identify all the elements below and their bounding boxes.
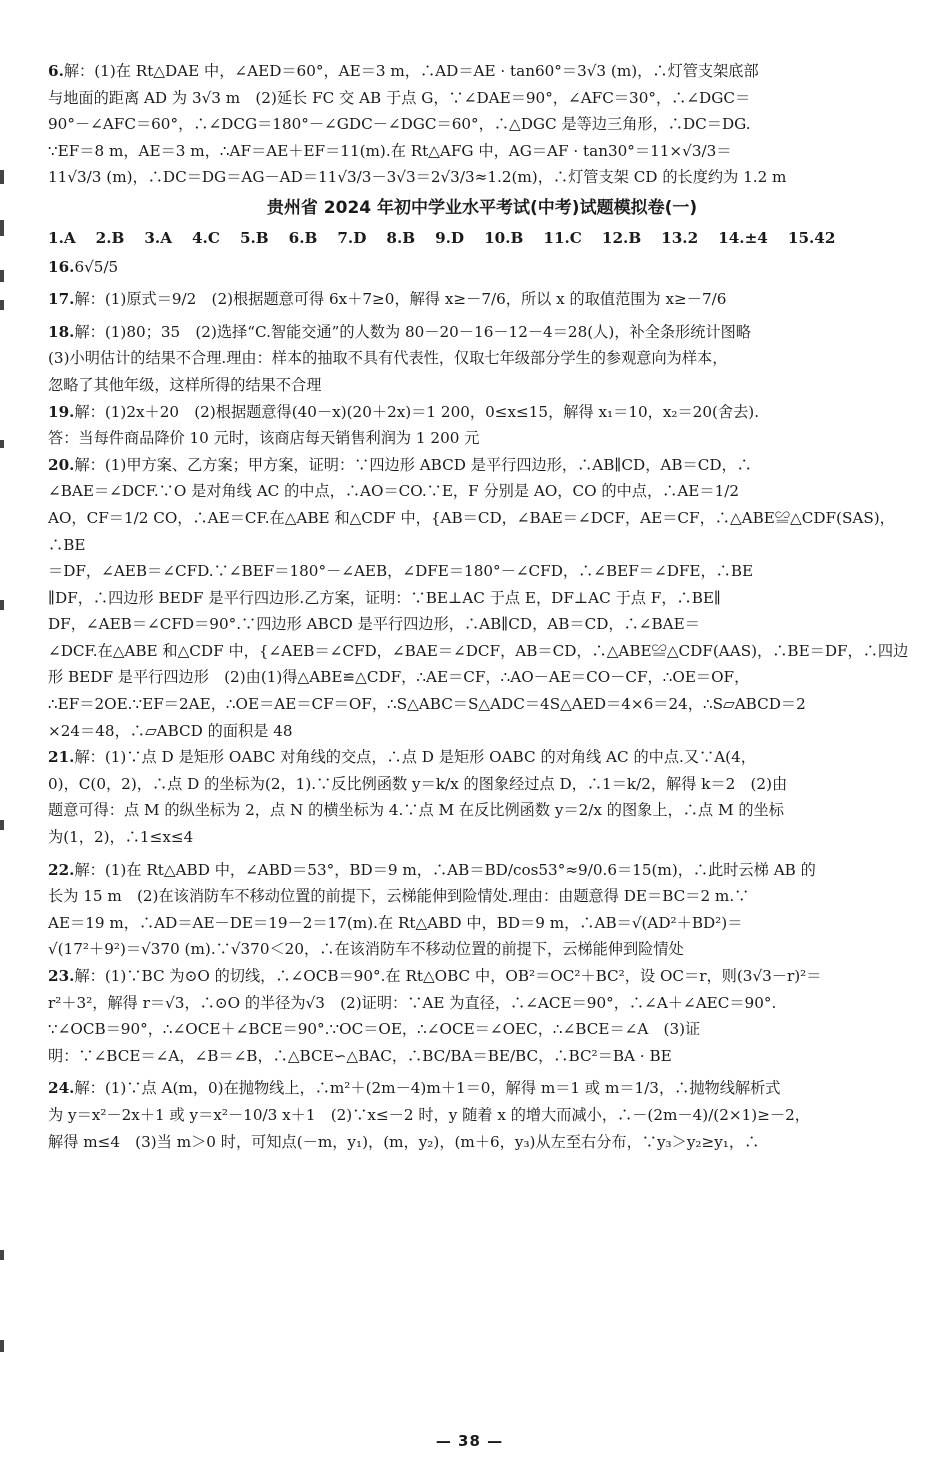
answer-item: 4.C [191,228,220,247]
solution-line: 6√5/5 [74,257,119,276]
choice-answers [48,225,916,252]
question-label: 21. [48,748,75,767]
question-24 [48,1075,916,1155]
answer-item: 1.A [48,228,76,247]
solution-line: 90°－∠AFC＝60°，∴∠DCG＝180°－∠GDC－∠DGC＝60°，∴△DGC 是等边三角形，∴DC＝DG. [48,115,751,134]
answer-item: 3.A [144,228,172,247]
solution-line: ∠DCF.在△ABE 和△CDF 中，{∠AEB＝∠CFD，∠BAE＝∠DCF，AB＝CD，∴△ABE≌△CDF(AAS)，∴BE＝DF，∴四边 [48,641,909,660]
answer-item: 11.C [543,228,582,247]
solution-line: DF，∠AEB＝∠CFD＝90°.∵四边形 ABCD 是平行四边形，∴AB∥CD，AB＝CD，∴∠BAE＝ [48,615,700,634]
solution-line: AE＝19 m，∴AD＝AE－DE＝19－2＝17(m).在 Rt△ABD 中，BD＝9 m，∴AB＝√(AD²＋BD²)＝ [48,913,743,932]
question-17 [48,286,916,313]
solution-line: 解：(1)2x＋20 (2)根据题意得(40－x)(20＋2x)＝1 200，0≤x≤15，解得 x₁＝10，x₂＝20(舍去). [74,402,760,421]
answer-item: 9.D [435,228,465,247]
answer-item: 2.B [95,228,125,247]
solution-line: 解：(1)∵点 D 是矩形 OABC 对角线的交点，∴点 D 是矩形 OABC 的对角线 AC 的中点.又∵A(4， [74,748,756,767]
solution-line: ∴EF＝2OE.∵EF＝2AE，∴OE＝AE＝CF＝OF，∴S△ABC＝S△ADC＝4S△AED＝4×6＝24，∴S▱ABCD＝2 [48,695,806,714]
solution-line: 明：∵∠BCE＝∠A，∠B＝∠B，∴△BCE∽△BAC，∴BC/BA＝BE/BC，∴BC²＝BA · BE [48,1046,672,1065]
solution-line: 为(1，2)，∴1≤x≤4 [48,828,194,847]
solution-line: 为 y＝x²－2x＋1 或 y＝x²－10/3 x＋1 (2)∵x≤－2 时，y 随着 x 的增大而减小，∴－(2m－4)/(2×1)≥－2， [48,1105,810,1124]
question-label: 18. [48,322,75,341]
answer-item: 5.B [239,228,269,247]
solution-line: 长为 15 m (2)在该消防车不移动位置的前提下，云梯能伸到险情处.理由：由题意得 DE＝BC＝2 m.∵ [48,887,750,906]
question-21 [48,744,916,850]
answer-item: 10.B [484,228,524,247]
question-label: 17. [48,290,75,309]
solution-line: (3)小明估计的结果不合理.理由：样本的抽取不具有代表性，仅取七年级部分学生的参观意向为样本， [48,349,728,368]
solution-line: 形 BEDF 是平行四边形 (2)由(1)得△ABE≌△CDF，∴AE＝CF，∴AO－AE＝CO－CF，∴OE＝OF， [48,668,750,687]
answer-item: 14.±4 [718,228,768,247]
solution-line: ∵EF＝8 m，AE＝3 m，∴AF＝AE＋EF＝11(m).在 Rt△AFG 中，AG＝AF · tan30°＝11×√3/3＝ [48,141,732,160]
solution-line: 忽略了其他年级，这样所得的结果不合理 [48,375,322,394]
question-label: 22. [48,860,75,879]
question-23 [48,963,916,1069]
solution-line: 11√3/3 (m)，∴DC＝DG＝AG－AD＝11√3/3－3√3＝2√3/3≈1.2(m)，∴灯管支架 CD 的长度约为 1.2 m [48,168,787,187]
solution-line: ∠BAE＝∠DCF.∵O 是对角线 AC 的中点，∴AO＝CO.∵E，F 分别是 AO，CO 的中点，∴AE＝1/2 [48,482,740,501]
solution-line: ×24＝48，∴▱ABCD 的面积是 48 [48,721,293,740]
answer-item: 8.B [386,228,416,247]
solution-line: 解得 m≤4 (3)当 m＞0 时，可知点(－m，y₁)，(m，y₂)，(m＋6，y₃)从左至右分布，∵y₃＞y₂≥y₁，∴ [48,1132,760,1151]
question-label: 23. [48,967,75,985]
solution-line: 解：(1)80；35 (2)选择“C.智能交通”的人数为 80－20－16－12－4＝28(人)，补全条形统计图略 [74,322,751,341]
question-16 [48,254,916,281]
solution-line: 0)，C(0，2)，∴点 D 的坐标为(2，1).∵反比例函数 y＝k/x 的图象经过点 D，∴1＝k/2，解得 k＝2 (2)由 [48,774,788,793]
section-title: 贵州省 2024 年初中学业水平考试(中考)试题模拟卷(一) [266,197,698,218]
solution-line: 解：(1)∵BC 为⊙O 的切线，∴∠OCB＝90°.在 Rt△OBC 中，OB²＝OC²＋BC²，设 OC＝r，则(3√3－r)²＝ [74,967,822,985]
solution-line: r²＋3²，解得 r＝√3，∴⊙O 的半径为√3 (2)证明：∵AE 为直径，∴∠ACE＝90°，∴∠A＋∠AEC＝90°. [48,993,777,1012]
answer-item: 7.D [337,228,367,247]
question-18 [48,319,916,399]
solution-line: 解：(1)在 Rt△ABD 中，∠ABD＝53°，BD＝9 m，∴AB＝BD/cos53°≈9/0.6＝15(m)，∴此时云梯 AB 的 [74,860,816,879]
solution-line: 解：(1)在 Rt△DAE 中，∠AED＝60°，AE＝3 m，∴AD＝AE · tan60°＝3√3 (m)，∴灯管支架底部 [63,62,759,80]
solution-line: 与地面的距离 AD 为 3√3 m (2)延长 FC 交 AB 于点 G，∵∠DAE＝90°，∠AFC＝30°，∴∠DGC＝ [48,88,751,107]
question-label: 16. [48,257,75,276]
question-19 [48,399,916,452]
solution-line: ∥DF，∴四边形 BEDF 是平行四边形.乙方案，证明：∵BE⊥AC 于点 E，DF⊥AC 于点 F，∴BE∥ [48,588,721,607]
answer-page [48,58,916,1155]
question-label: 24. [48,1079,75,1098]
answer-item: 13.2 [661,228,699,247]
answer-item: 6.B [288,228,318,247]
answer-item: 15.42 [787,228,836,247]
solution-line: ∵∠OCB＝90°，∴∠OCE＋∠BCE＝90°.∵OC＝OE，∴∠OCE＝∠OEC，∴∠BCE＝∠A (3)证 [48,1020,701,1039]
solution-line: 解：(1)原式＝9/2 (2)根据题意可得 6x＋7≥0，解得 x≥－7/6，所以 x 的取值范围为 x≥－7/6 [74,290,727,309]
solution-line: AO，CF＝1/2 CO，∴AE＝CF.在△ABE 和△CDF 中，{AB＝CD，∠BAE＝∠DCF，AE＝CF，∴△ABE≌△CDF(SAS)，∴BE [48,508,895,554]
solution-line: ＝DF，∠AEB＝∠CFD.∵∠BEF＝180°－∠AEB，∠DFE＝180°－∠CFD，∴∠BEF＝∠DFE，∴BE [48,562,754,581]
solution-line: 解：(1)甲方案、乙方案；甲方案，证明：∵四边形 ABCD 是平行四边形，∴AB∥CD，AB＝CD，∴ [74,455,752,474]
question-label: 20. [48,455,75,474]
solution-line: 题意可得：点 M 的纵坐标为 2，点 N 的横坐标为 4.∵点 M 在反比例函数 y＝2/x 的图象上，∴点 M 的坐标 [48,801,784,820]
solution-line: √(17²＋9²)＝√370 (m).∵√370＜20，∴在该消防车不移动位置的前提下，云梯能伸到险情处 [48,940,684,959]
question-22 [48,857,916,963]
answer-item: 12.B [601,228,642,247]
binding-margin-marks [0,0,18,1476]
question-label: 19. [48,402,75,421]
question-6 [48,58,916,191]
page-number: — 38 — [435,1432,504,1450]
solution-line: 解：(1)∵点 A(m，0)在抛物线上，∴m²＋(2m－4)m＋1＝0，解得 m＝1 或 m＝1/3，∴抛物线解析式 [74,1079,781,1098]
solution-line: 答：当每件商品降价 10 元时，该商店每天销售利润为 1 200 元 [48,429,480,448]
question-label: 6. [48,62,64,80]
question-20 [48,452,916,745]
